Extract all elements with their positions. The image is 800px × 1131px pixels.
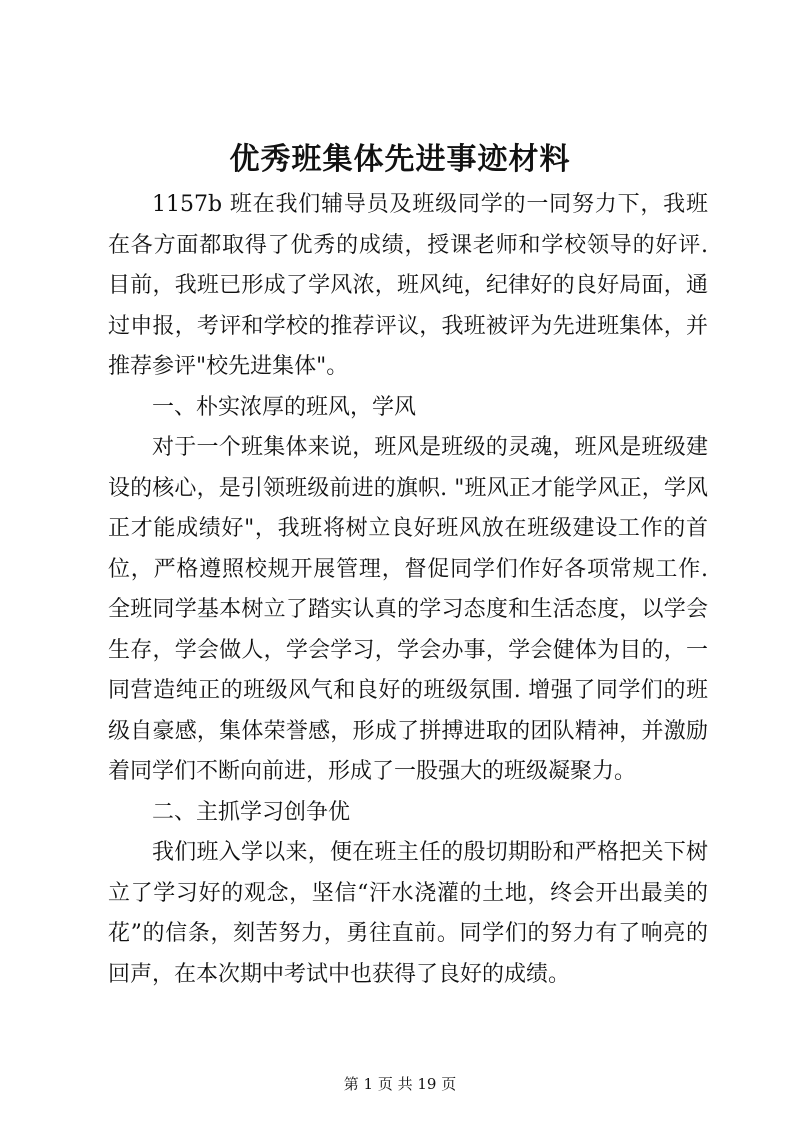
document-title: 优秀班集体先进事迹材料 xyxy=(229,142,571,177)
paragraph-class-style: 对于一个班集体来说，班风是班级的灵魂，班风是班级建设的核心，是引领班级前进的旗帜. "班风正才能学风正，学风正才能成绩好"，我班将树立良好班风放在班级建设工作的首位，严格遵照校规开展管理，督促同学们作好各项常规工作. 全班同学基本树立了踏实认真的学习态度和生活态度，以学会生存，学会做人，学会学习，学会办事，学会健体为目的，一同营造纯正的班级风气和良好的班级氛围. 增强了同学们的班级自豪感，集体荣誉感，形成了拼搏进取的团队精神，并激励着同学们不断向前进，形成了一股强大的班级凝聚力。 xyxy=(108,435,708,784)
section-heading-2: 二、主抓学习创争优 xyxy=(152,799,351,825)
page-number-footer: 第 1 页 共 19 页 xyxy=(343,1075,457,1093)
document-body xyxy=(108,185,708,995)
section-heading-1: 一、朴实浓厚的班风，学风 xyxy=(152,394,417,420)
paragraph-study: 我们班入学以来，便在班主任的殷切期盼和严格把关下树立了学习好的观念，坚信“汗水浇灌的土地，终会开出最美的花”的信条，刻苦努力，勇往直前。同学们的努力有了响亮的回声，在本次期中考试中也获得了良好的成绩。 xyxy=(108,840,708,987)
paragraph-intro: 1157b 班在我们辅导员及班级同学的一同努力下，我班在各方面都取得了优秀的成绩，授课老师和学校领导的好评. 目前，我班已形成了学风浓，班风纯，纪律好的良好局面，通过申报，考评和学校的推荐评议，我班被评为先进班集体，并推荐参评"校先进集体"。 xyxy=(108,192,708,379)
